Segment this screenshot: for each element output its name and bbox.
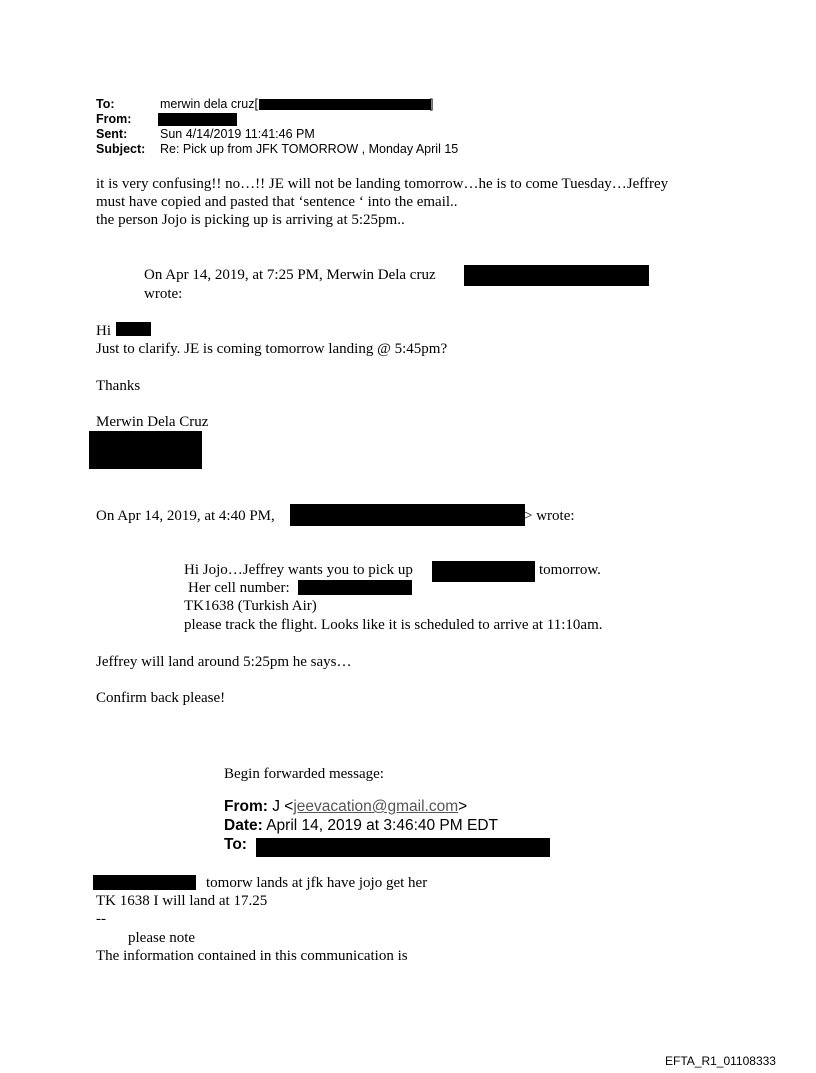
original-info: The information contained in this communication is — [96, 948, 408, 964]
request-flight: TK1638 (Turkish Air) — [184, 598, 317, 614]
redaction-signature-block — [89, 431, 202, 469]
request-land: Jeffrey will land around 5:25pm he says… — [96, 654, 352, 670]
redaction-original-name — [93, 875, 196, 890]
request-line-1a: Hi Jojo…Jeffrey wants you to pick up — [184, 562, 413, 578]
from-label: From: — [96, 112, 132, 126]
forwarded-from-name: J < — [272, 798, 294, 815]
reply-line-2: must have copied and pasted that ‘sentence ‘ into the email.. — [96, 194, 458, 210]
quote2-prefix: On Apr 14, 2019, at 4:40 PM, — [96, 508, 275, 524]
original-line-1: tomorw lands at jfk have jojo get her — [206, 875, 428, 891]
subject-value: Re: Pick up from JFK TOMORROW , Monday April 15 — [160, 142, 459, 156]
quote2-suffix: > wrote: — [524, 508, 575, 524]
document-id: EFTA_R1_01108333 — [665, 1054, 776, 1068]
redaction-from — [158, 113, 237, 126]
to-label: To: — [96, 97, 115, 111]
merwin-hi: Hi — [96, 323, 111, 339]
quote1-line-2: wrote: — [144, 286, 183, 302]
forwarded-date-value: April 14, 2019 at 3:46:40 PM EDT — [266, 817, 498, 834]
original-note: please note — [128, 930, 196, 946]
reply-line-3: the person Jojo is picking up is arriving at 5:25pm.. — [96, 212, 405, 228]
request-cell: Her cell number: — [188, 580, 290, 596]
forwarded-date-line — [224, 817, 498, 835]
merwin-clarify: Just to clarify. JE is coming tomorrow landing @ 5:45pm? — [96, 341, 448, 357]
forwarded-from-close: > — [458, 798, 468, 815]
redaction-sender-email — [290, 504, 525, 526]
to-value: merwin dela cruz[ — [160, 97, 258, 111]
request-line-1b: tomorrow. — [539, 562, 601, 578]
redaction-merwin-email — [464, 265, 649, 286]
redaction-to-email — [259, 97, 434, 111]
redaction-forwarded-to — [256, 838, 550, 857]
sent-value: Sun 4/14/2019 11:41:46 PM — [160, 127, 315, 141]
forwarded-from-label: From: — [224, 798, 268, 815]
reply-line-1: it is very confusing!! no…!! JE will not be landing tomorrow…he is to come Tuesday…Jeffrey — [96, 176, 669, 192]
merwin-thanks: Thanks — [96, 378, 141, 394]
forwarded-date-label: Date: — [224, 817, 263, 834]
redaction-cell-number — [298, 580, 412, 595]
redaction-recipient-name — [116, 322, 151, 336]
original-dash: -- — [96, 911, 106, 927]
redaction-passenger-name — [432, 561, 535, 582]
quote1-line-1: On Apr 14, 2019, at 7:25 PM, Merwin Dela cruz — [144, 267, 436, 283]
forwarded-to-line — [224, 836, 247, 854]
forwarded-to-label: To: — [224, 836, 247, 853]
merwin-signature: Merwin Dela Cruz — [96, 414, 209, 430]
original-line-2: TK 1638 I will land at 17.25 — [96, 893, 268, 909]
subject-label: Subject: — [96, 142, 146, 156]
forwarded-begin: Begin forwarded message: — [224, 766, 384, 782]
sent-label: Sent: — [96, 127, 128, 141]
to-close: ] — [430, 97, 434, 111]
forwarded-from-line — [224, 798, 467, 816]
request-confirm: Confirm back please! — [96, 690, 226, 706]
request-track: please track the flight. Looks like it is scheduled to arrive at 11:10am. — [184, 617, 603, 633]
forwarded-from-email-link[interactable]: jeevacation@gmail.com — [293, 798, 459, 815]
